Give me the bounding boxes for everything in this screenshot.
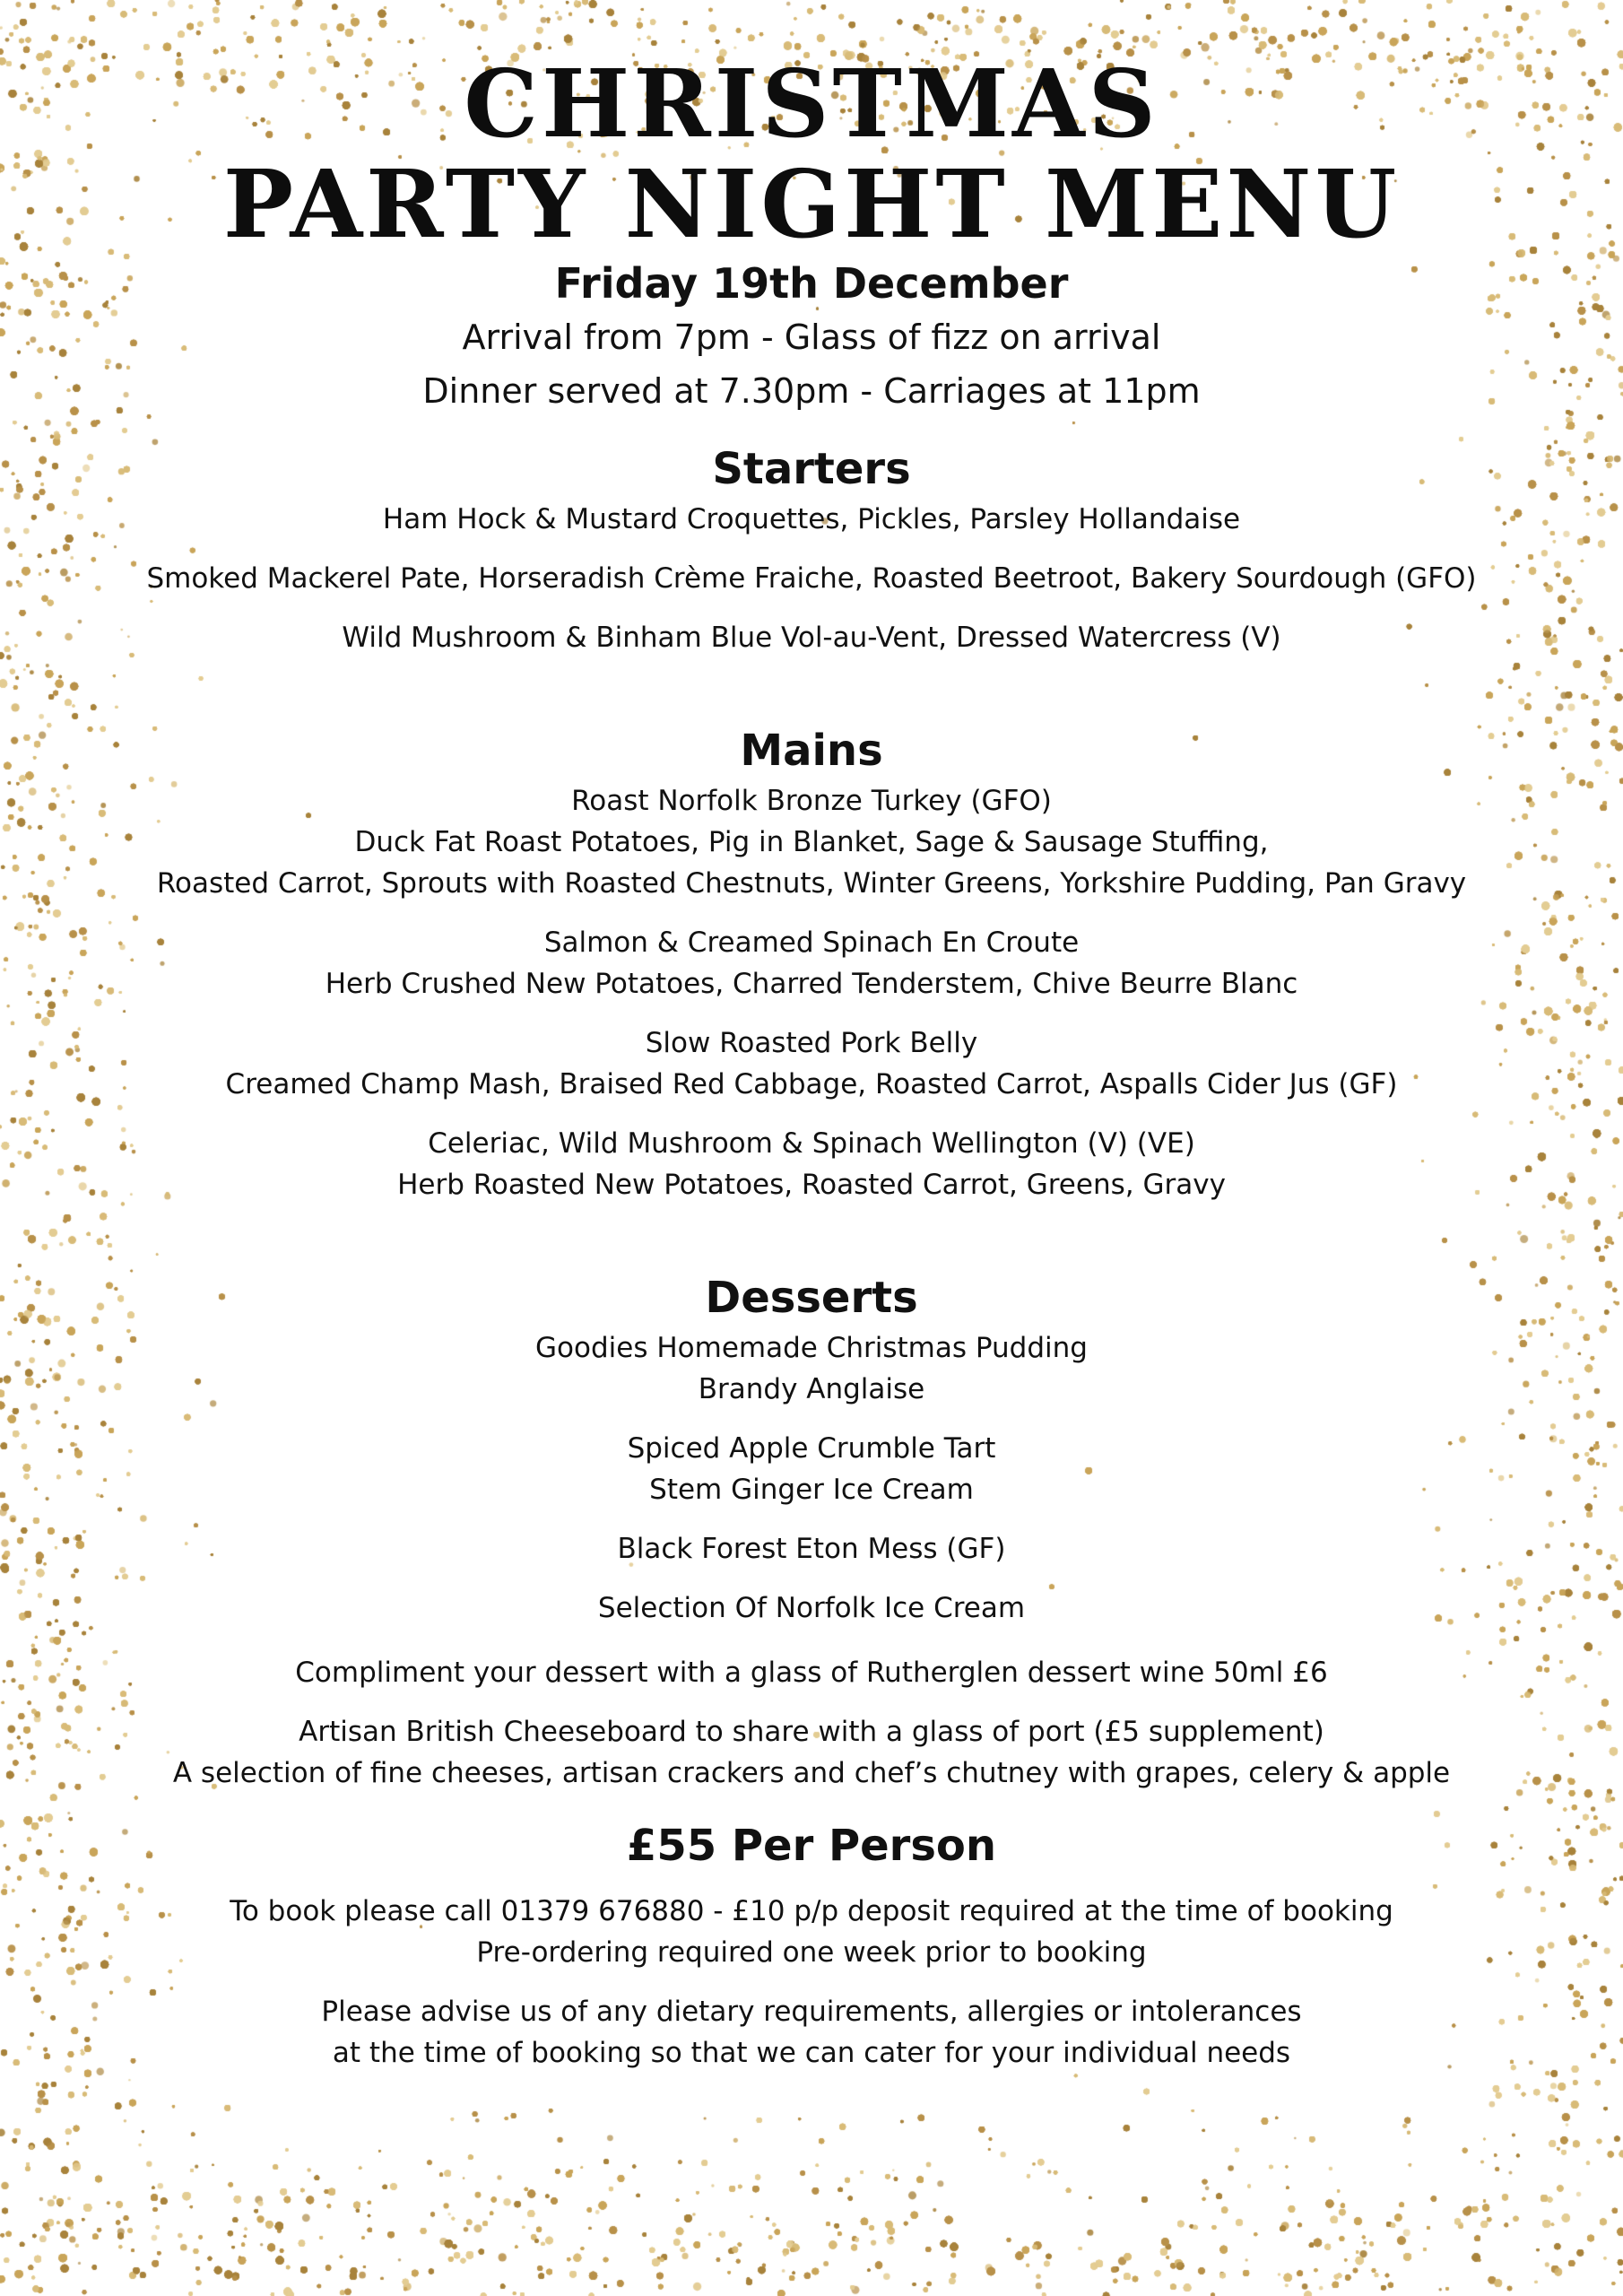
starter-item: Wild Mushroom & Binham Blue Vol-au-Vent, Dressed Watercress (V) — [342, 622, 1281, 654]
main-item-description: Creamed Champ Mash, Braised Red Cabbage, Roasted Carrot, Aspalls Cider Jus (GF) — [225, 1068, 1398, 1100]
desserts-heading: Desserts — [705, 1273, 918, 1323]
main-item-description: Duck Fat Roast Potatoes, Pig in Blanket, Sage & Sausage Stuffing, — [354, 826, 1269, 858]
booking-info: To book please call 01379 676880 - £10 p/p deposit required at the time of booking — [230, 1895, 1393, 1927]
main-item-name: Celeriac, Wild Mushroom & Spinach Wellington (V) (VE) — [428, 1127, 1195, 1160]
starter-item: Ham Hock & Mustard Croquettes, Pickles, Parsley Hollandaise — [382, 503, 1241, 535]
booking-info: Pre-ordering required one week prior to booking — [476, 1936, 1147, 1969]
starter-item: Smoked Mackerel Pate, Horseradish Crème Fraiche, Roasted Beetroot, Bakery Sourdough (GFO) — [146, 562, 1477, 595]
cheeseboard-description: A selection of fine cheeses, artisan crackers and chef’s chutney with grapes, celery & apple — [172, 1757, 1451, 1789]
dessert-item-name: Selection Of Norfolk Ice Cream — [597, 1592, 1026, 1624]
dessert-item-name: Goodies Homemade Christmas Pudding — [535, 1332, 1088, 1364]
menu-content — [135, 48, 1488, 2074]
main-item-name: Salmon & Creamed Spinach En Croute — [543, 926, 1080, 959]
dietary-note: Please advise us of any dietary requirements, allergies or intolerances — [321, 1996, 1302, 2028]
mains-heading: Mains — [740, 726, 883, 776]
arrival-info: Arrival from 7pm - Glass of fizz on arrival — [462, 317, 1161, 357]
price-per-person: £55 Per Person — [626, 1821, 997, 1871]
dessert-item-name: Spiced Apple Crumble Tart — [627, 1432, 996, 1465]
dessert-item-description: Stem Ginger Ice Cream — [649, 1474, 974, 1506]
event-date: Friday 19th December — [554, 259, 1069, 308]
menu-title — [135, 48, 1488, 259]
dessert-item-name: Black Forest Eton Mess (GF) — [617, 1533, 1006, 1565]
dietary-note: at the time of booking so that we can cater for your individual needs — [332, 2037, 1291, 2069]
main-item-description: Herb Crushed New Potatoes, Charred Tenderstem, Chive Beurre Blanc — [325, 968, 1298, 1000]
main-item-name: Slow Roasted Pork Belly — [645, 1027, 978, 1059]
starters-heading: Starters — [712, 444, 911, 494]
cheeseboard-title: Artisan British Cheeseboard to share with a glass of port (£5 supplement) — [299, 1716, 1324, 1748]
main-item-description: Roasted Carrot, Sprouts with Roasted Chestnuts, Winter Greens, Yorkshire Pudding, Pan Gravy — [156, 867, 1467, 900]
main-item-name: Roast Norfolk Bronze Turkey (GFO) — [571, 785, 1052, 817]
dinner-info: Dinner served at 7.30pm - Carriages at 11pm — [422, 371, 1201, 411]
main-item-description: Herb Roasted New Potatoes, Roasted Carrot, Greens, Gravy — [397, 1169, 1226, 1201]
dessert-wine-note: Compliment your dessert with a glass of Rutherglen dessert wine 50ml £6 — [295, 1657, 1328, 1689]
dessert-item-description: Brandy Anglaise — [698, 1373, 925, 1405]
title-line-1: CHRISTMAS — [464, 48, 1159, 159]
title-line-2: PARTY NIGHT MENU — [222, 149, 1401, 259]
